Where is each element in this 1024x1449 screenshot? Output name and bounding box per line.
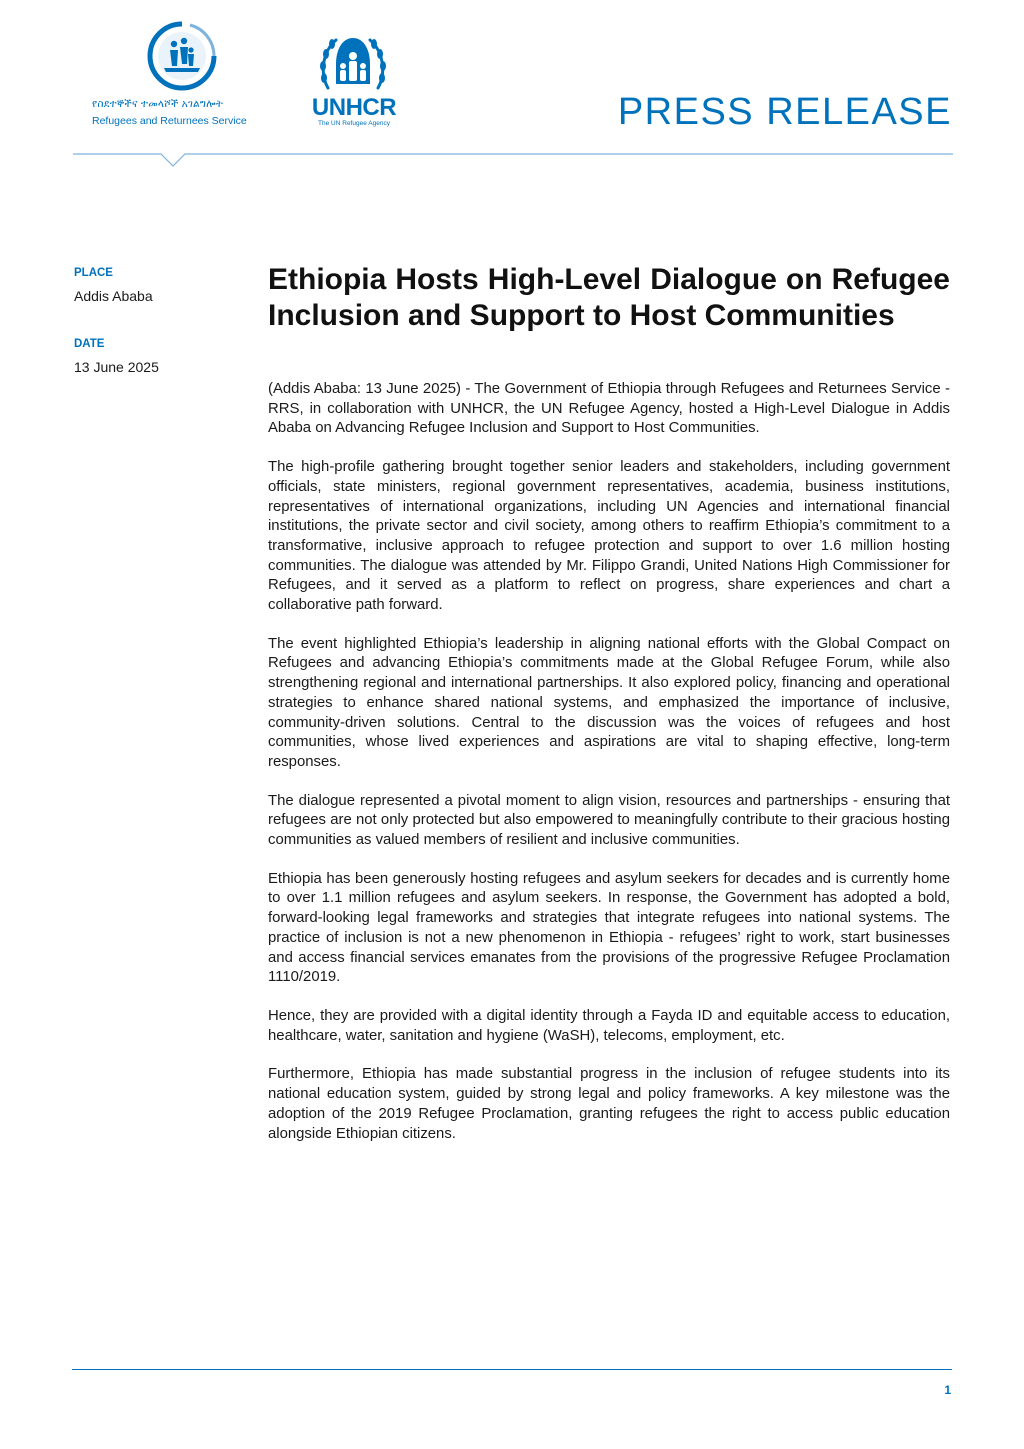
article-paragraph: (Addis Ababa: 13 June 2025) - The Government of Ethiopia through Refugees and Returnees Service - RRS, in collaboration with UNHCR, the UN Refugee Agency, hosted a High-Level Dialogue in Addis Ababa on Advancing Refugee Inclusion and Support to Host Communities.	[268, 381, 950, 437]
document-type-heading: PRESS RELEASE	[617, 91, 952, 133]
article-paragraph: Hence, they are provided with a digital identity through a Fayda ID and equitable access to education, healthcare, water, sanitation and hygiene (WaSH), telecoms, employment, etc.	[268, 1007, 950, 1044]
header-divider	[73, 147, 953, 171]
place-value: Addis Ababa	[74, 288, 153, 304]
date-value: 13 June 2025	[74, 359, 159, 375]
article-title: Ethiopia Hosts High-Level Dialogue on Refugee Inclusion and Support to Host Communities	[268, 263, 950, 332]
rrs-logo	[92, 20, 274, 130]
place-label: PLACE	[74, 267, 113, 279]
page-number: 1	[944, 1383, 951, 1397]
rrs-emblem-icon	[146, 20, 218, 92]
rrs-english-name: Refugees and Returnees Service	[92, 115, 247, 127]
rrs-amharic-name: የስደተኞችና ተመላሾች አገልግሎት	[92, 98, 224, 110]
unhcr-logo	[308, 30, 400, 130]
unhcr-wordmark: UNHCR	[311, 94, 397, 121]
footer-divider	[72, 1369, 952, 1370]
document-header	[0, 0, 1024, 175]
metadata-sidebar	[74, 266, 224, 376]
article-paragraph: Ethiopia has been generously hosting refugees and asylum seekers for decades and is currently home to over 1.1 million refugees and asylum seekers. In response, the Government has adopted a bold, forward-looking legal frameworks and strategies that integrate refugees into national systems. The practice of inclusion is not a new phenomenon in Ethiopia - refugees’ right to work, start businesses and access financial services emanates from the provisions of the progressive Refugee Proclamation 1110/2019.	[268, 870, 950, 986]
article-paragraph: The dialogue represented a pivotal moment to align vision, resources and partnerships - ensuring that refugees are not only protected but also empowered to meaningfully contribute to their gracious hosting communities as valued members of resilient and inclusive communities.	[268, 792, 950, 849]
article-paragraph: The event highlighted Ethiopia’s leadership in aligning national efforts with the Global Compact on Refugees and advancing Ethiopia’s commitments made at the Global Refugee Forum, while also strengthening regional and international partnerships. It also explored policy, financing and operational strategies to enhance shared national systems, and emphasized the importance of inclusive, community-driven solutions. Central to the discussion was the voices of refugees and host communities, whose lived experiences and aspirations are vital to shaping effective, long-term responses.	[268, 635, 950, 770]
article-body	[268, 262, 950, 1163]
date-label: DATE	[74, 338, 105, 350]
article-paragraph: The high-profile gathering brought together senior leaders and stakeholders, including government officials, state ministers, regional government representatives, academia, business institutions, representatives of international organizations, including UN Agencies and international financial institutions, the private sector and civil society, among others to reaffirm Ethiopia’s commitment to a transformative, inclusive approach to refugee protection and support to over 1.6 million hosting communities. The dialogue was attended by Mr. Filippo Grandi, United Nations High Commissioner for Refugees, and it served as a platform to reflect on progress, share experiences and chart a collaborative path forward.	[268, 459, 950, 614]
unhcr-emblem-icon	[316, 30, 390, 92]
unhcr-tagline: The UN Refugee Agency	[318, 120, 390, 127]
article-paragraph: Furthermore, Ethiopia has made substantial progress in the inclusion of refugee students into its national education system, guided by strong legal and policy frameworks. A key milestone was the adoption of the 2019 Refugee Proclamation, granting refugees the right to access public education alongside Ethiopian citizens.	[268, 1066, 950, 1142]
